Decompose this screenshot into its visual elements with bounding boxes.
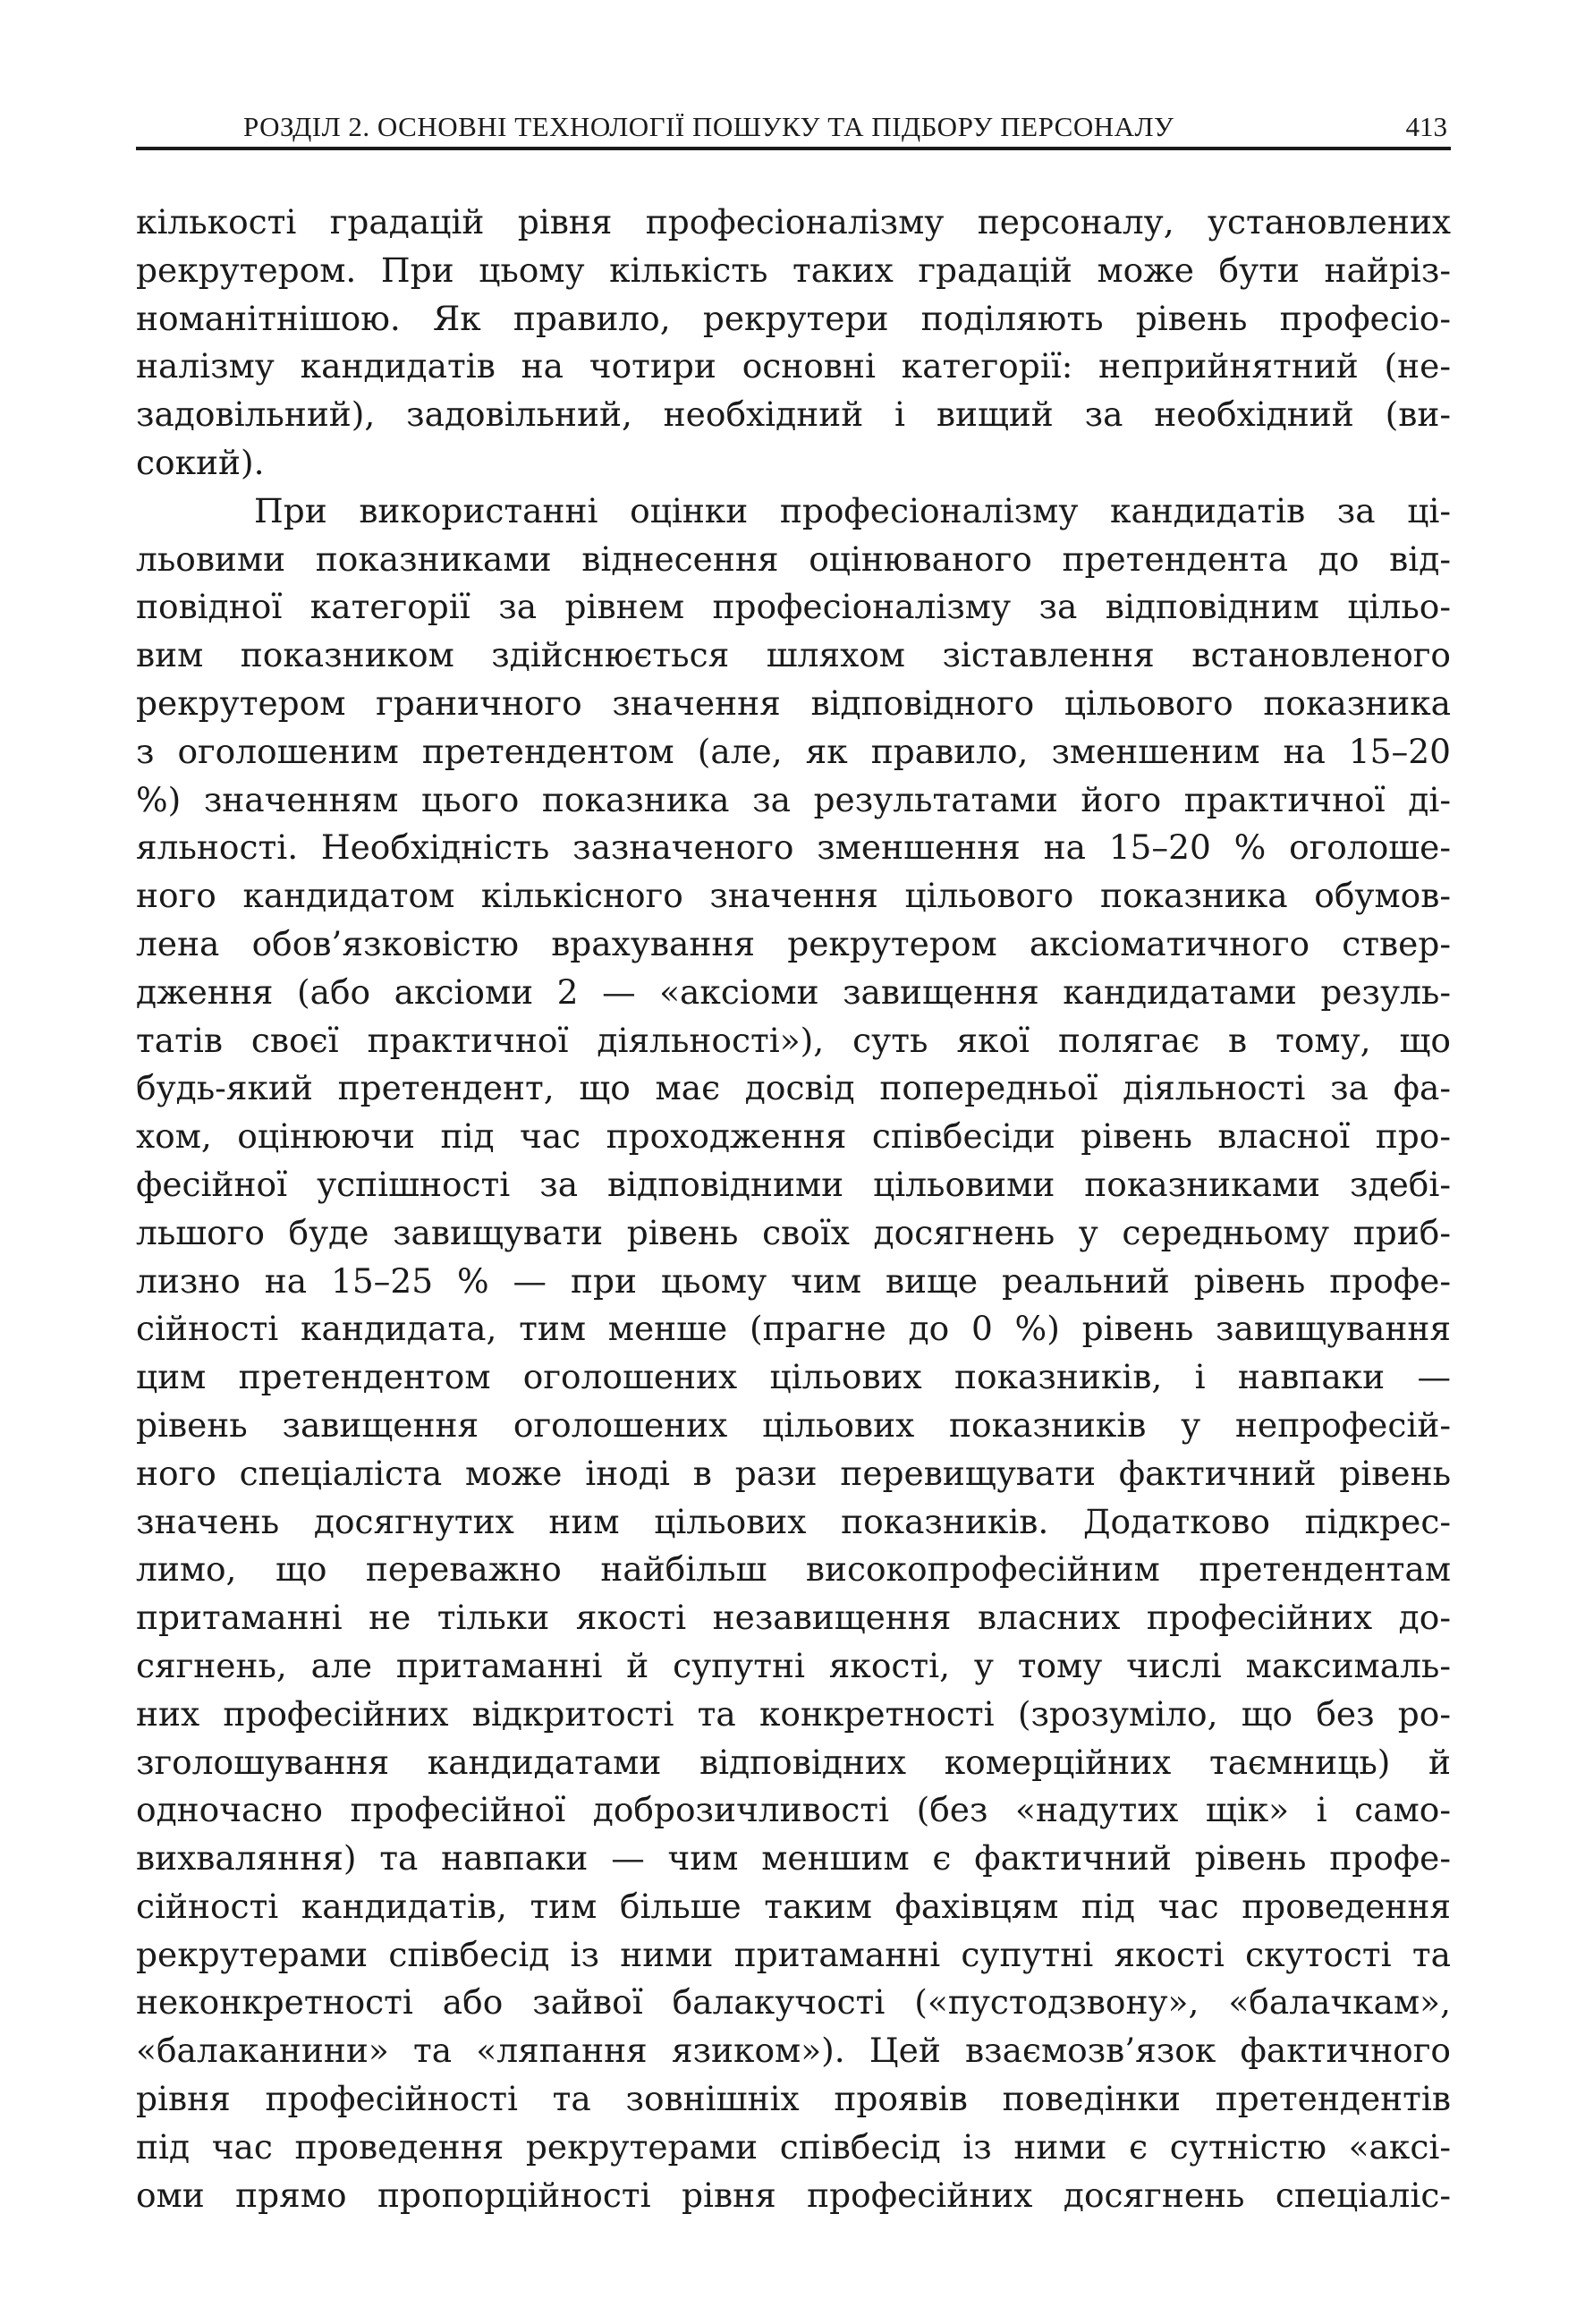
text-line: повідної категорії за рівнем професіоналізму за відповідним цільо- (136, 587, 1451, 627)
text-line: ного спеціаліста може іноді в рази перевищувати фактичний рівень (136, 1453, 1451, 1493)
text-line: номанітнішою. Як правило, рекрутери поділяють рівень професіо- (136, 298, 1451, 338)
text-line: неконкретності або зайвої балакучості («пустодзвону», «балачкам», (136, 1982, 1451, 2023)
text-line: При використанні оцінки професіоналізму кандидатів за ці- (254, 490, 1451, 530)
text-line: оми прямо пропорційності рівня професійних досягнень спеціаліс- (136, 2175, 1451, 2215)
text-line: значень досягнутих ним цільових показників. Додатково підкрес- (136, 1501, 1451, 1541)
text-line: фесійної успішності за відповідними цільовими показниками здебі- (136, 1164, 1451, 1204)
text-line: рекрутером. При цьому кількість таких градацій може бути найріз- (136, 250, 1451, 290)
text-line: одночасно професійної доброзичливості (без «надутих щік» і само- (136, 1790, 1451, 1830)
text-line: яльності. Необхідність зазначеного зменшення на 15–20 % оголоше- (136, 827, 1451, 868)
text-line: льовими показниками віднесення оцінюваного претендента до від- (136, 539, 1451, 579)
text-line: лимо, що переважно найбільш високопрофесійним претендентам (136, 1549, 1451, 1590)
text-line: притаманні не тільки якості незавищення власних професійних до- (136, 1598, 1451, 1638)
text-line: задовільний), задовільний, необхідний і вищий за необхідний (ви- (136, 394, 1451, 435)
text-line: льшого буде завищувати рівень своїх досягнень у середньому приб- (136, 1212, 1451, 1252)
text-line: лена обов’язковістю врахування рекрутером аксіоматичного ствер- (136, 923, 1451, 963)
text-line: татів своєї практичної діяльності»), суть якої полягає в тому, що (136, 1020, 1451, 1060)
text-line: дження (або аксіоми 2 — «аксіоми завищення кандидатами резуль- (136, 971, 1451, 1012)
text-line: сійності кандидатів, тим більше таким фахівцям під час проведення (136, 1886, 1451, 1926)
text-line: зголошування кандидатами відповідних комерційних таємниць) й (136, 1742, 1451, 1782)
text-line: вим показником здійснюється шляхом зіставлення встановленого (136, 635, 1451, 675)
text-line: хом, оцінюючи під час проходження співбесіди рівень власної про- (136, 1116, 1451, 1157)
text-line: сійності кандидата, тим менше (прагне до 0 %) рівень завищування (136, 1309, 1451, 1349)
text-line: будь-який претендент, що має досвід попередньої діяльності за фа- (136, 1068, 1451, 1108)
text-line: «балаканини» та «ляпання язиком»). Цей взаємозв’язок фактичного (136, 2031, 1451, 2071)
page-header (136, 104, 1451, 150)
text-line: рекрутером граничного значення відповідного цільового показника (136, 683, 1451, 723)
text-line: сокий). (136, 442, 265, 482)
text-line: %) значенням цього показника за результатами його практичної ді- (136, 779, 1451, 819)
page-number: 413 (1405, 111, 1447, 142)
body-text (136, 199, 1451, 2219)
text-line: рівня професійності та зовнішніх проявів поведінки претендентів (136, 2079, 1451, 2119)
text-line: цим претендентом оголошених цільових показників, і навпаки — (136, 1357, 1451, 1397)
text-line: сягнень, але притаманні й супутні якості, у тому числі максималь- (136, 1645, 1451, 1685)
running-title: РОЗДІЛ 2. ОСНОВНІ ТЕХНОЛОГІЇ ПОШУКУ ТА ПІДБОРУ ПЕРСОНАЛУ (243, 111, 1174, 142)
text-line: з оголошеним претендентом (але, як правило, зменшеним на 15–20 (136, 731, 1451, 771)
text-line: вихваляння) та навпаки — чим меншим є фактичний рівень профе- (136, 1838, 1451, 1879)
text-line: ного кандидатом кількісного значення цільового показника обумов- (136, 876, 1451, 916)
text-line: під час проведення рекрутерами співбесід із ними є сутністю «аксі- (136, 2126, 1451, 2167)
text-line: налізму кандидатів на чотири основні категорії: неприйнятний (не- (136, 346, 1451, 386)
text-line: лизно на 15–25 % — при цьому чим вище реальний рівень профе- (136, 1260, 1451, 1301)
text-line: рекрутерами співбесід із ними притаманні супутні якості скутості та (136, 1934, 1451, 1974)
text-line: рівень завищення оголошених цільових показників у непрофесій- (136, 1404, 1451, 1445)
text-line: кількості градацій рівня професіоналізму персоналу, установлених (136, 202, 1451, 242)
text-line: них професійних відкритості та конкретності (зрозуміло, що без ро- (136, 1693, 1451, 1734)
